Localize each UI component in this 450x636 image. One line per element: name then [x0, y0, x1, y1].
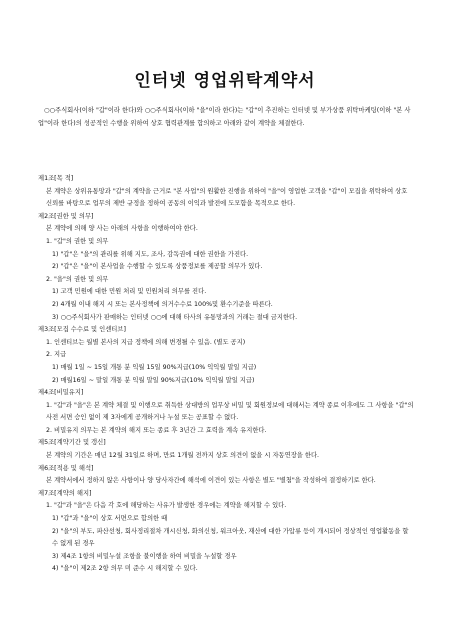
clause-line: 본 계약에 의해 양 사는 아래의 사항을 이행하여야 한다. — [46, 225, 198, 233]
clause-line: 1. "갑"과 "을"은 다음 각 호에 해당하는 사유가 발생한 경우에는 계약을 해지할 수 있다. — [46, 502, 287, 510]
clause-line: 1) "갑"과 "을"이 상호 서면으로 합의한 때 — [52, 515, 168, 523]
intro-paragraph: ○○주식회사(이하 "갑"이라 한다)와 ○○주식회사(이하 "을"이라 한다)는 "갑"이 추진하는 인터넷 및 부가상품 위탁마케팅(이하 "본 사업"이라 한다)의 성공적인 수행을 위하여 상호 협력관계를 합의하고 아래와 같이 계약을 체결한다. — [38, 107, 411, 127]
clause-line: 2) "갑"은 "을"이 본사업을 수행할 수 있도록 상품정보를 제공할 의무가 있다. — [52, 263, 263, 271]
clause-line: 2. 지급 — [46, 351, 67, 359]
clause-line: 3) ○○주식회사가 판매하는 인터넷 ○○에 대해 타사의 유통망과의 거래는 절대 금지한다. — [52, 313, 298, 321]
clause-line: 1. "갑"과 "을"은 본 계약 체결 및 이행으로 취득한 상대방의 업무상 비밀 및 회원정보에 대해서는 계약 종료 이후에도 그 사항을 "갑"의 사전 서면 승인 없이 제 3자에게 공개하거나 누설 또는 공표할 수 없다. — [46, 401, 414, 422]
article-heading: 제6조[적용 및 해석] — [38, 464, 94, 472]
clause-line: 1) 고객 민원에 대한 민원 처리 및 민원처리 의무를 진다. — [52, 288, 207, 296]
clause-line: 본 계약은 상위유통망과 "갑"의 계약을 근거로 "본 사업"의 원활한 진행을 위하여 "을"이 영업한 고객을 "갑"이 모집을 위탁하여 상호 신뢰를 바탕으로 업무의 제반 규정을 정하여 공동의 이익과 발전에 도모함을 목적으로 한다. — [46, 187, 408, 208]
clause-line: 2. "을"의 권한 및 의무 — [46, 275, 109, 283]
article-heading: 제1조[목 적] — [38, 175, 74, 182]
clause-line: 1. 인센티브는 월별 본사의 지급 정책에 의해 변경될 수 있음. (별도 공지) — [46, 338, 246, 346]
article-heading: 제4조[비밀유지] — [38, 389, 84, 397]
article-heading: 제2조[권한 및 의무] — [38, 212, 94, 220]
clause-line: 본 계약서에서 정하지 않은 사항이나 양 당사자간에 해석에 이견이 있는 사항은 별도 "별첨"을 작성하여 결정하기로 한다. — [46, 477, 376, 485]
article-heading: 제3조[모집 수수료 및 인센티브] — [38, 326, 126, 334]
clause-line: 본 계약의 기간은 매년 12월 31일로 하며, 만료 1개월 전까지 상호 의견이 없을 시 자동연장을 한다. — [46, 452, 320, 460]
clause-line: 1. "갑"의 권한 및 의무 — [46, 237, 109, 245]
clause-line: 1) "갑"은 "을"의 관리를 위해 지도, 조사, 감독권에 대한 권한을 가진다. — [52, 250, 249, 258]
clause-line: 2) 4개월 이내 해지 시 또는 본사정책에 의거수수료 100%및 환수기준을 따른다. — [52, 300, 273, 308]
document-title: 인터넷 영업위탁계약서 — [134, 71, 316, 91]
contract-body — [38, 173, 414, 576]
article-heading: 제5조[계약기간 및 갱신] — [38, 439, 106, 447]
article-heading: 제7조[계약의 해지] — [38, 489, 92, 497]
clause-line: 1) 매월 1일 ~ 15일 개통 분 익월 15일 90%지급(10% 익익월 말일 지급) — [52, 363, 257, 371]
clause-line: 4) "을"이 제2조 2항 의무 미 준수 시 해지할 수 있다. — [52, 565, 198, 573]
clause-line: 2) 매월16일 ~ 말일 개통 분 익월 말일 90%지급(10% 익익월 말일 지급) — [52, 376, 255, 384]
clause-line: 2. 비밀유지 의무는 본 계약의 해지 또는 종료 후 3년간 그 효력을 계속 유지한다. — [46, 426, 267, 434]
clause-line: 3) 제4조 1항의 비밀누설 조항을 불이행을 하여 비밀을 누설할 경우 — [52, 552, 237, 560]
clause-line: 2) "을"의 부도, 파산선청, 회사정리절차 개시신청, 화의신청, 워크아웃, 재산에 대한 가압류 등이 개시되어 정상적인 영업활동을 할 수 없게 된 경우 — [52, 527, 409, 548]
